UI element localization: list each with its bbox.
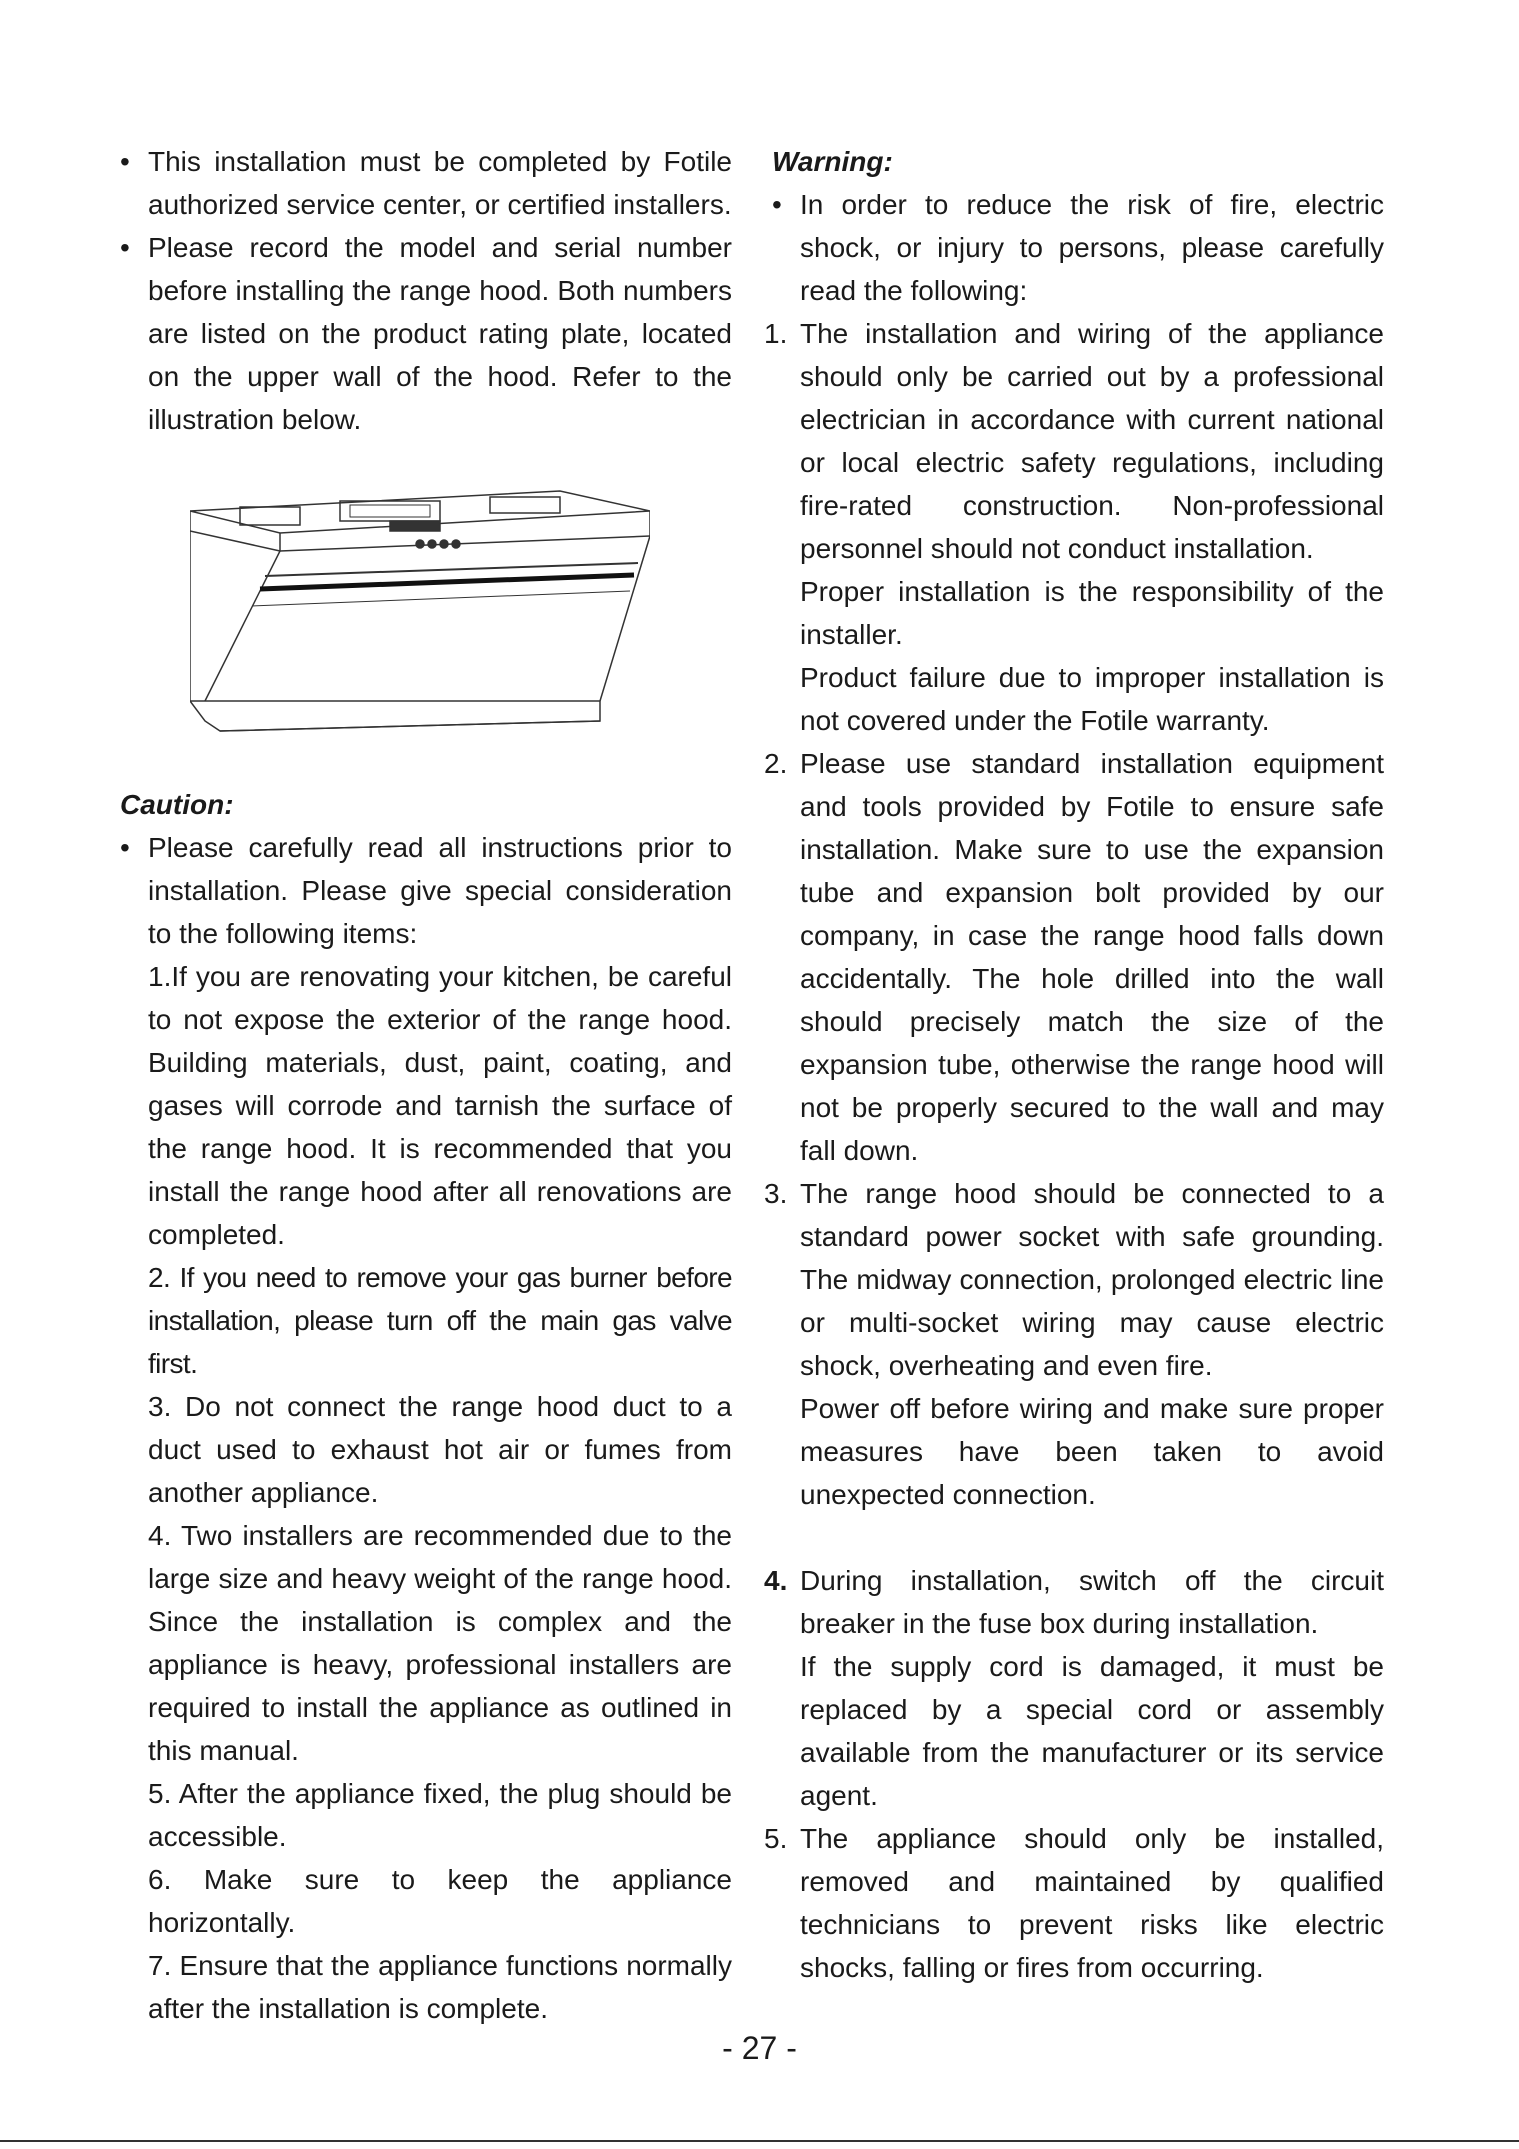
caution-heading: Caution: xyxy=(120,789,234,820)
warning-item-3: 3. The range hood should be connected to a standard power socket with safe grounding. The midway connection, prolonged electric line or multi-socket wiring may cause electric shock, overheating and even fire. xyxy=(764,1178,1384,1381)
bottom-rule xyxy=(0,2140,1519,2142)
caution-item: 5. After the appliance fixed, the plug should be accessible. xyxy=(148,1778,732,1852)
caution-item: 6. Make sure to keep the appliance horizontally. xyxy=(148,1864,732,1938)
warning-item-3-note: Power off before wiring and make sure proper measures have been taken to avoid unexpected connection. xyxy=(800,1393,1384,1510)
warning-item-4: 4. During installation, switch off the circuit breaker in the fuse box during installation. xyxy=(764,1565,1384,1639)
page-number: - 27 - xyxy=(722,2030,797,2066)
range-hood-illustration xyxy=(190,471,650,751)
warning-item-5: 5. The appliance should only be installed, removed and maintained by qualified technicians to prevent risks like electric shocks, falling or fires from occurring. xyxy=(764,1823,1384,1983)
warning-item-2: 2. Please use standard installation equipment and tools provided by Fotile to ensure safe installation. Make sure to use the expansion tube and expansion bolt provided by our company, in case the range hood falls down accidentally. The hole drilled into the wall should precisely match the size of the expansion tube, otherwise the range hood will not be properly secured to the wall and may fall down. xyxy=(764,748,1384,1166)
warning-bullet: • In order to reduce the risk of fire, electric shock, or injury to persons, please carefully read the following: xyxy=(772,189,1384,306)
left-column xyxy=(120,140,732,2030)
caution-item: 4. Two installers are recommended due to the large size and heavy weight of the range hood. Since the installation is complex and the appliance is heavy, professional installers are required to install the appliance as outlined in this manual. xyxy=(148,1520,732,1766)
warning-item-4-note: If the supply cord is damaged, it must be replaced by a special cord or assembly available from the manufacturer or its service agent. xyxy=(800,1651,1384,1811)
caution-item: 7. Ensure that the appliance functions normally after the installation is complete. xyxy=(148,1950,732,2024)
right-column xyxy=(764,140,1384,1989)
caution-item: 1.If you are renovating your kitchen, be careful to not expose the exterior of the range hood. Building materials, dust, paint, coating, and gases will corrode and tarnish the surface of the range hood. It is recommended that you install the range hood after all renovations are completed. xyxy=(148,961,732,1250)
warning-item-1: 1. The installation and wiring of the appliance should only be carried out by a professional electrician in accordance with current national or local electric safety regulations, including fire-rated construction. Non-professional personnel should not conduct installation. xyxy=(764,318,1384,564)
caution-item: 2. If you need to remove your gas burner before installation, please turn off the main gas valve first. xyxy=(148,1262,732,1379)
warning-item-1-note: Proper installation is the responsibility of the installer. xyxy=(800,576,1384,650)
warning-heading: Warning: xyxy=(772,146,893,177)
bullet-installer: • This installation must be completed by Fotile authorized service center, or certified installers. xyxy=(120,146,732,220)
caution-bullet: • Please carefully read all instructions prior to installation. Please give special consideration to the following items: xyxy=(120,832,732,949)
bullet-record-serial: • Please record the model and serial number before installing the range hood. Both numbers are listed on the product rating plate, located on the upper wall of the hood. Refer to the illustration below. xyxy=(120,232,732,435)
warning-item-1-note: Product failure due to improper installation is not covered under the Fotile warranty. xyxy=(800,662,1384,736)
caution-item: 3. Do not connect the range hood duct to a duct used to exhaust hot air or fumes from another appliance. xyxy=(148,1391,732,1508)
